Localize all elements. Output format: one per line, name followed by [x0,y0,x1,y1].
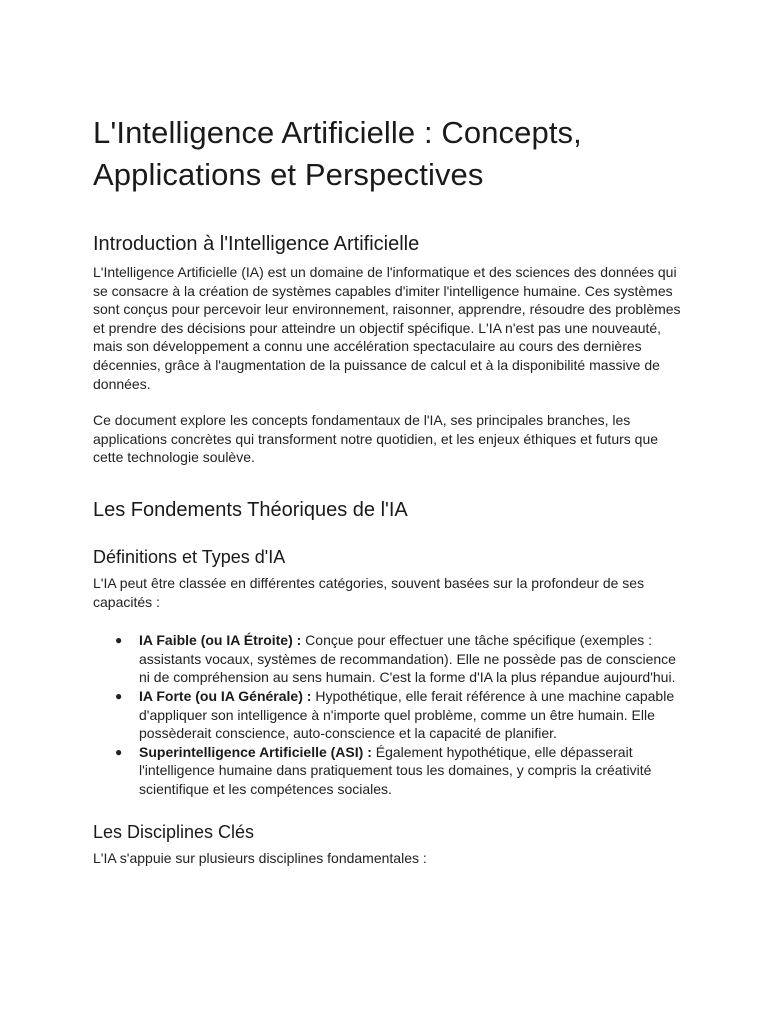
document-title: L'Intelligence Artificielle : Concepts, Applications et Perspectives [93,115,582,192]
list-item [93,687,683,743]
bullet-icon: ● [115,688,123,703]
list-item-text: Hypothétique, elle ferait référence à une machine capable d'appliquer son intelligence à n'importe quel problème, comme un être humain. Elle possèderait conscience, auto-conscience et la capacité de planifier. [139,687,675,742]
list-item [93,743,683,799]
definitions-paragraph: L'IA peut être classée en différentes catégories, souvent basées sur la profondeur de ses capacités : [93,574,645,610]
intro-paragraph-2: Ce document explore les concepts fondamentaux de l'IA, ses principales branches, les applications concrètes qui transforment notre quotidien, et les enjeux éthiques et futurs que cette technologie soulève. [93,412,659,466]
bullet-icon: ● [115,633,123,648]
list-item-text: Également hypothétique, elle dépasserait l'intelligence humaine dans pratiquement tous les domaines, y compris la créativité scientifique et les compétences sociales. [139,743,652,797]
list-item-text: Conçue pour effectuer une tâche spécifique (exemples : assistants vocaux, systèmes de recommandation). Elle ne possède pas de conscience ni de compréhension au sens humain. C'est la forme d'IA la plus répandue aujourd'hui. [139,632,676,686]
bullet-icon: ● [115,744,123,759]
list-item-term: IA Faible (ou IA Étroite) : [139,632,302,649]
section-heading-introduction: Introduction à l'Intelligence Artificielle [93,233,420,255]
intro-paragraph-1: L'Intelligence Artificielle (IA) est un domaine de l'informatique et des sciences des données qui se consacre à la création de systèmes capables d'imiter l'intelligence humaine. Ces systèmes sont conçus pour percevoir leur environnement, raisonner, apprendre, résoudre des problèmes et prendre des décisions pour atteindre un objectif spécifique. L'IA n'est pas une nouveauté, mais son développement a connu une accélération spectaculaire au cours des dernières décennies, grâce à l'augmentation de la puissance de calcul et à la disponibilité massive de données. [93,264,681,392]
section-heading-fondements: Les Fondements Théoriques de l'IA [93,498,408,521]
ai-types-list [93,631,683,798]
subsection-heading-definitions: Définitions et Types d'IA [93,546,286,567]
document-page [93,112,683,868]
disciplines-paragraph: L'IA s'appuie sur plusieurs disciplines fondamentales : [93,850,427,867]
list-item [93,631,683,687]
subsection-heading-disciplines: Les Disciplines Clés [93,822,255,843]
list-item-term: Superintelligence Artificielle (ASI) : [139,743,372,760]
list-item-term: IA Forte (ou IA Générale) : [139,687,312,704]
